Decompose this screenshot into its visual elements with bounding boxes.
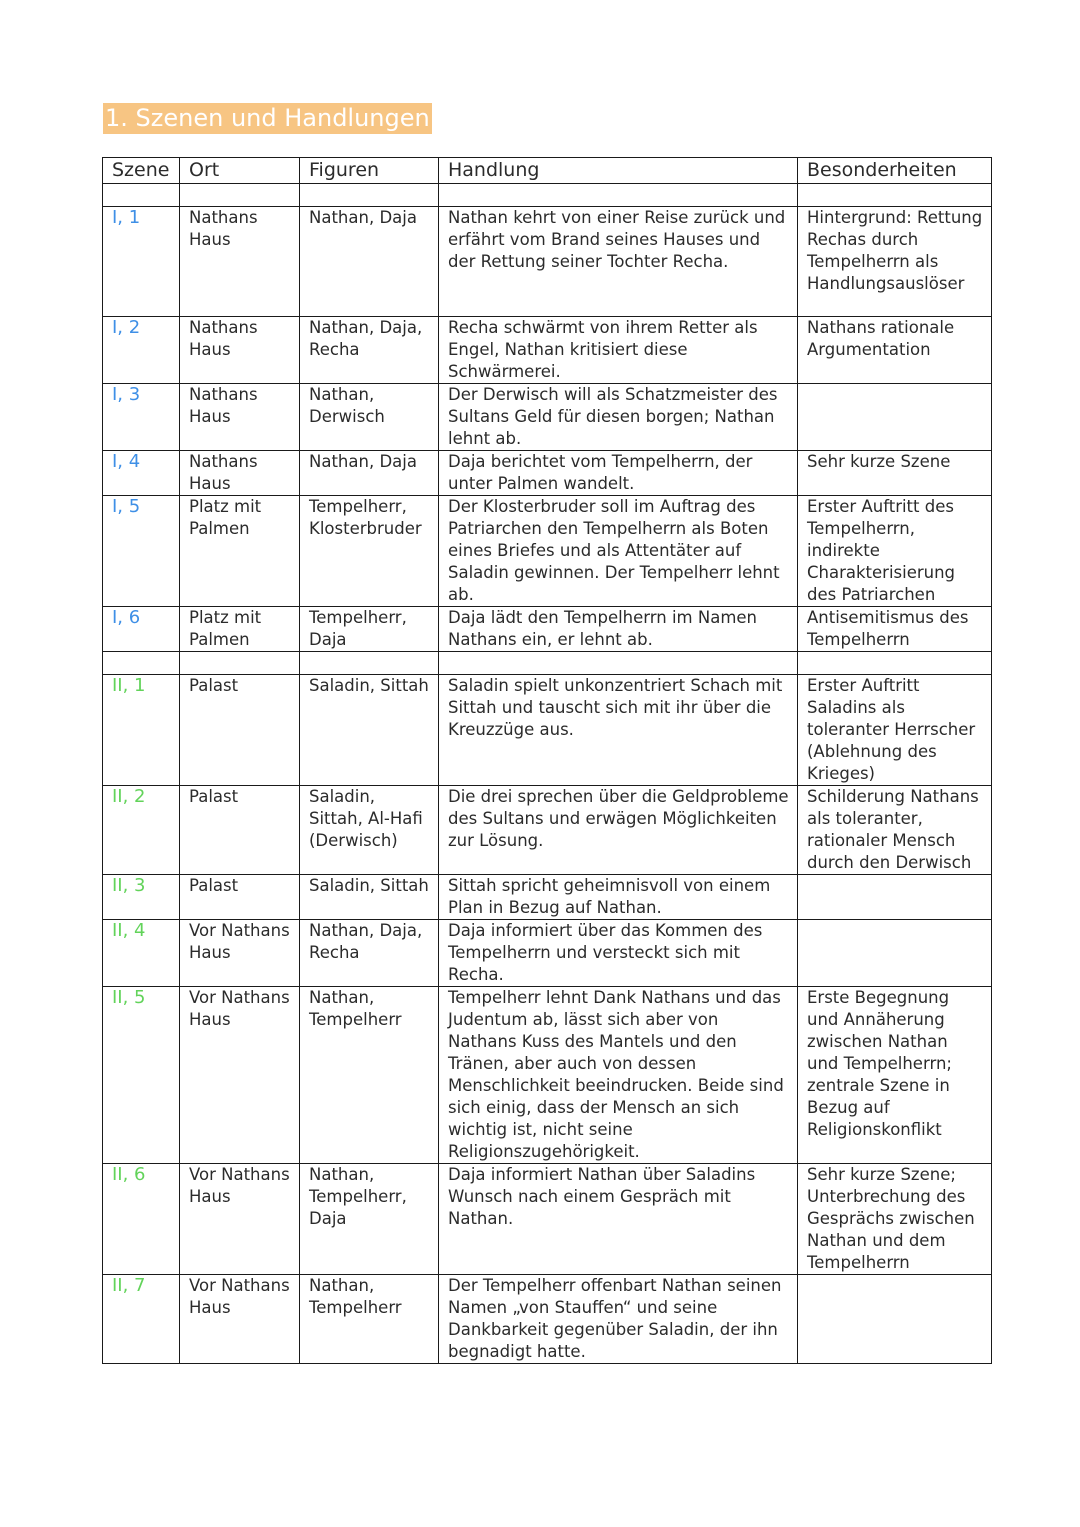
cell-besonderheiten: Hintergrund: Rettung Rechas durch Tempelherrn als Handlungsauslöser [798,207,992,317]
cell-besonderheiten: Sehr kurze Szene; Unterbrechung des Gesprächs zwischen Nathan und dem Tempelherrn [798,1164,992,1275]
cell-ort: Palast [180,786,300,875]
cell-handlung: Daja lädt den Tempelherrn im Namen Nathans ein, er lehnt ab. [439,607,798,652]
separator-cell [300,184,439,207]
cell-ort: Vor Nathans Haus [180,987,300,1164]
scene-table [102,157,992,1364]
separator-cell [103,652,180,675]
separator-cell [439,184,798,207]
cell-besonderheiten: Erste Begegnung und Annäherung zwischen Nathan und Tempelherrn; zentrale Szene in Bezug auf Religionskonflikt [798,987,992,1164]
cell-handlung: Nathan kehrt von einer Reise zurück und erfährt vom Brand seines Hauses und der Rettung seiner Tochter Recha. [439,207,798,317]
header-figuren: Figuren [300,158,439,184]
cell-ort: Platz mit Palmen [180,496,300,607]
cell-figuren: Nathan, Daja, Recha [300,317,439,384]
cell-szene: II, 7 [103,1275,180,1364]
act-separator-row [103,652,992,675]
table-row [103,451,992,496]
cell-besonderheiten [798,384,992,451]
cell-besonderheiten: Erster Auftritt des Tempelherrn, indirekte Charakterisierung des Patriarchen [798,496,992,607]
cell-besonderheiten: Antisemitismus des Tempelherrn [798,607,992,652]
table-row [103,317,992,384]
cell-besonderheiten: Nathans rationale Argumentation [798,317,992,384]
header-szene: Szene [103,158,180,184]
cell-handlung: Daja informiert über das Kommen des Tempelherrn und versteckt sich mit Recha. [439,920,798,987]
cell-figuren: Tempelherr, Klosterbruder [300,496,439,607]
table-row [103,496,992,607]
separator-cell [180,184,300,207]
cell-figuren: Saladin, Sittah [300,875,439,920]
cell-figuren: Nathan, Daja [300,451,439,496]
cell-handlung: Der Derwisch will als Schatzmeister des Sultans Geld für diesen borgen; Nathan lehnt ab. [439,384,798,451]
table-row [103,1164,992,1275]
cell-ort: Nathans Haus [180,207,300,317]
cell-szene: I, 1 [103,207,180,317]
table-row [103,1275,992,1364]
cell-ort: Palast [180,675,300,786]
table-row [103,384,992,451]
cell-figuren: Nathan, Daja [300,207,439,317]
cell-handlung: Der Tempelherr offenbart Nathan seinen Namen „von Stauffen“ und seine Dankbarkeit gegenüber Saladin, der ihn begnadigt hatte. [439,1275,798,1364]
cell-szene: II, 3 [103,875,180,920]
cell-szene: II, 6 [103,1164,180,1275]
table-row [103,987,992,1164]
cell-szene: I, 5 [103,496,180,607]
header-ort: Ort [180,158,300,184]
cell-besonderheiten [798,920,992,987]
cell-besonderheiten [798,875,992,920]
act-separator-row [103,184,992,207]
table-row [103,207,992,317]
cell-szene: II, 4 [103,920,180,987]
cell-besonderheiten: Erster Auftritt Saladins als toleranter Herrscher (Ablehnung des Krieges) [798,675,992,786]
table-row [103,920,992,987]
cell-figuren: Nathan, Daja, Recha [300,920,439,987]
table-header-row [103,158,992,184]
separator-cell [439,652,798,675]
cell-ort: Vor Nathans Haus [180,920,300,987]
cell-handlung: Tempelherr lehnt Dank Nathans und das Judentum ab, lässt sich aber von Nathans Kuss des Mantels und den Tränen, aber auch von dessen Menschlichkeit beeindrucken. Beide sind sich einig, dass der Mensch an sich wichtig ist, nicht seine Religionszugehörigkeit. [439,987,798,1164]
cell-ort: Vor Nathans Haus [180,1275,300,1364]
cell-figuren: Nathan, Tempelherr [300,1275,439,1364]
cell-ort: Nathans Haus [180,384,300,451]
table-row [103,675,992,786]
cell-ort: Vor Nathans Haus [180,1164,300,1275]
cell-figuren: Nathan, Tempelherr [300,987,439,1164]
cell-handlung: Die drei sprechen über die Geldprobleme des Sultans und erwägen Möglichkeiten zur Lösung. [439,786,798,875]
separator-cell [798,652,992,675]
cell-handlung: Daja berichtet vom Tempelherrn, der unter Palmen wandelt. [439,451,798,496]
cell-szene: I, 6 [103,607,180,652]
cell-besonderheiten: Schilderung Nathans als toleranter, rationaler Mensch durch den Derwisch [798,786,992,875]
separator-cell [180,652,300,675]
separator-cell [300,652,439,675]
cell-handlung: Der Klosterbruder soll im Auftrag des Patriarchen den Tempelherrn als Boten eines Briefes und als Attentäter auf Saladin gewinnen. Der Tempelherr lehnt ab. [439,496,798,607]
cell-szene: I, 3 [103,384,180,451]
header-handlung: Handlung [439,158,798,184]
separator-cell [103,184,180,207]
cell-figuren: Nathan, Derwisch [300,384,439,451]
cell-ort: Nathans Haus [180,317,300,384]
cell-figuren: Saladin, Sittah, Al-Hafi (Derwisch) [300,786,439,875]
cell-figuren: Nathan, Tempelherr, Daja [300,1164,439,1275]
cell-ort: Nathans Haus [180,451,300,496]
cell-szene: II, 2 [103,786,180,875]
cell-handlung: Saladin spielt unkonzentriert Schach mit Sittah und tauscht sich mit ihr über die Kreuzzüge aus. [439,675,798,786]
cell-besonderheiten [798,1275,992,1364]
section-heading: 1. Szenen und Handlungen [105,104,430,132]
cell-handlung: Daja informiert Nathan über Saladins Wunsch nach einem Gespräch mit Nathan. [439,1164,798,1275]
cell-besonderheiten: Sehr kurze Szene [798,451,992,496]
cell-szene: II, 5 [103,987,180,1164]
cell-szene: I, 4 [103,451,180,496]
table-row [103,786,992,875]
header-besonderheiten: Besonderheiten [798,158,992,184]
cell-szene: I, 2 [103,317,180,384]
cell-ort: Palast [180,875,300,920]
table-row [103,607,992,652]
separator-cell [798,184,992,207]
cell-szene: II, 1 [103,675,180,786]
table-row [103,875,992,920]
cell-ort: Platz mit Palmen [180,607,300,652]
cell-figuren: Tempelherr, Daja [300,607,439,652]
cell-handlung: Recha schwärmt von ihrem Retter als Engel, Nathan kritisiert diese Schwärmerei. [439,317,798,384]
cell-handlung: Sittah spricht geheimnisvoll von einem Plan in Bezug auf Nathan. [439,875,798,920]
cell-figuren: Saladin, Sittah [300,675,439,786]
